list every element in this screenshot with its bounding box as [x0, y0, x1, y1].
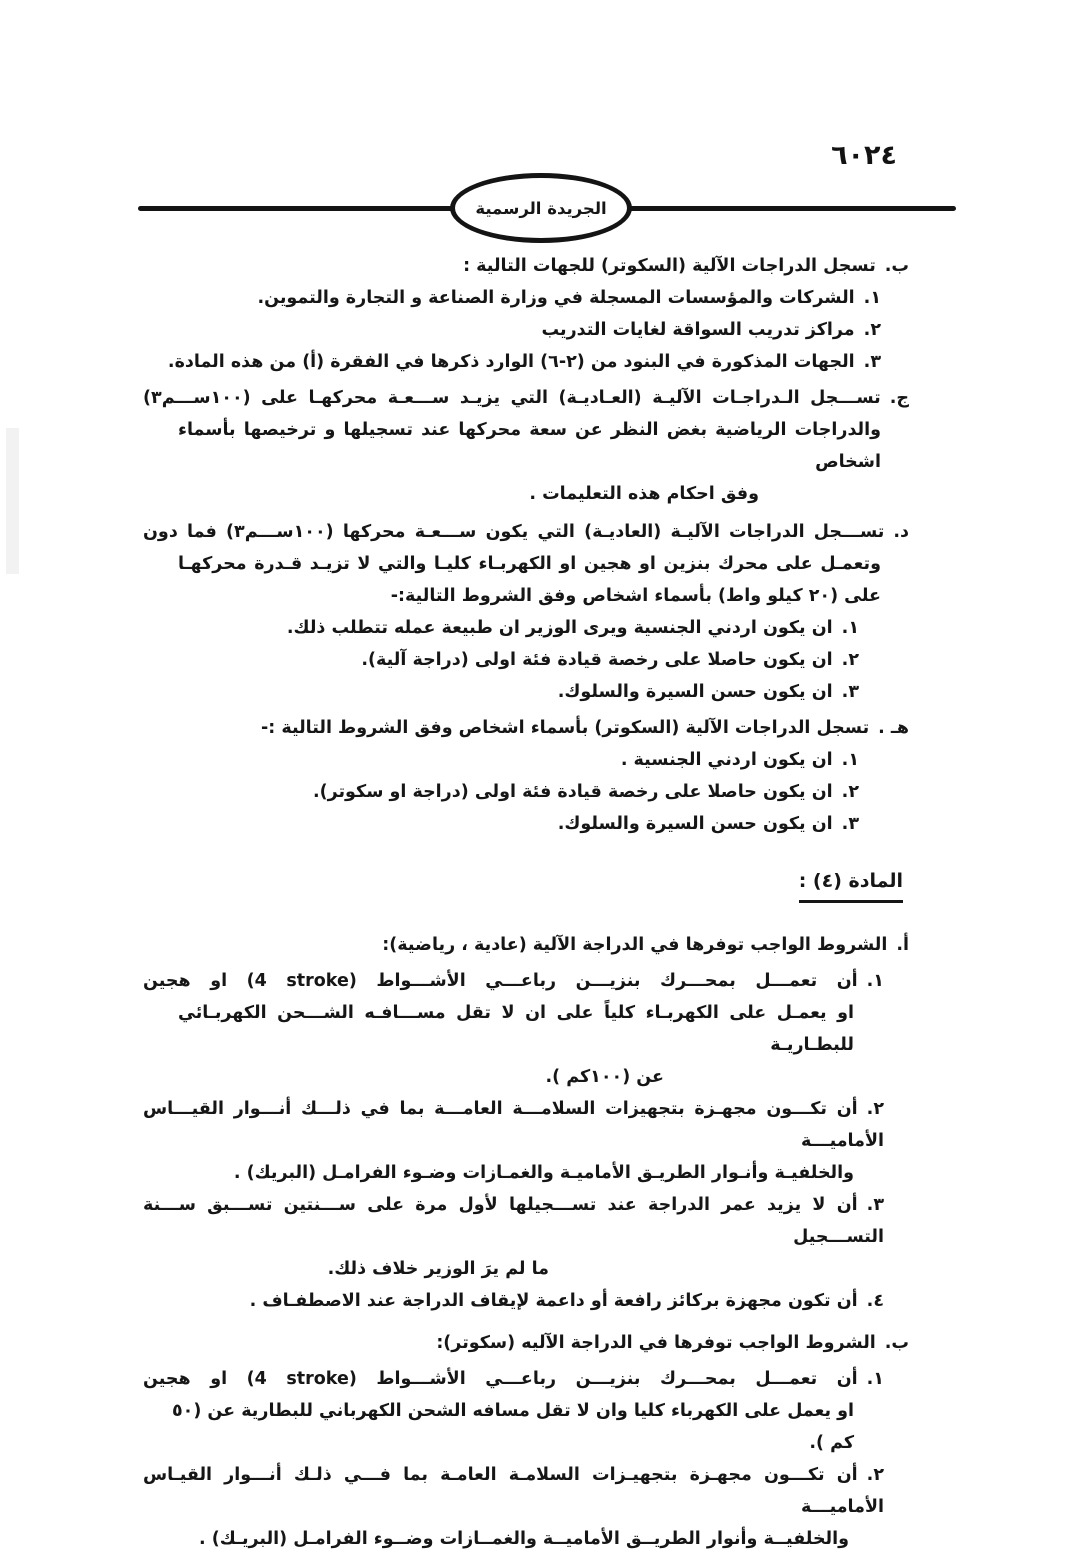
clause-marker: ب. [884, 1333, 909, 1353]
clause-marker: ب. [884, 256, 909, 276]
clause-d-line-1 [143, 516, 909, 548]
scan-artifact-strip [6, 428, 19, 574]
page-number: ٦٠٢٤ [831, 140, 897, 171]
list-item [143, 346, 909, 378]
item-marker: ٣. [863, 352, 881, 372]
item-marker: ١. [841, 618, 859, 638]
clause-text: وفق احكام هذه التعليمات . [529, 484, 759, 504]
clause-marker: أ. [896, 935, 909, 955]
clause-marker: ج. [889, 388, 909, 408]
item-text: أن لا يزيد عمر الدراجة عند تســـجيلها لأول مرة على ســـنتين تســـبق ســـنة التســـجيل [143, 1195, 884, 1247]
article-4-heading-text: المادة (٤) : [799, 864, 903, 903]
item-text: ان يكون حاصلا على رخصة قيادة فئة اولى (دراجة او سكوتر). [312, 782, 833, 802]
clause-text: تســـجل الـدراجـات الآليـة (العـاديـة) التي يزيـد ســـعـة محركهـا على (١٠٠ســـم٣) [143, 388, 881, 408]
gazette-banner-label: الجريدة الرسمية [475, 198, 607, 218]
list-item [143, 644, 909, 676]
item-text: أن تعمـــل بمحـــرك بنزيـــن رباعـــي الأشـــواط (⁦4 stroke⁩) او هجين [143, 1369, 858, 1389]
clause-marker: د. [893, 522, 909, 542]
list-item [143, 676, 909, 708]
item-marker: ٢. [863, 320, 881, 340]
item-text: او يعمل على الكهرباء كليا وان لا تقل مسافه الشحن الكهرباني للبطارية عن (٥٠ كم ). [171, 1401, 854, 1453]
item-text: ان يكون حسن السيرة والسلوك. [557, 814, 833, 834]
clause-marker: هـ . [878, 718, 909, 738]
list-item-line-2 [143, 1253, 909, 1285]
item-marker: ٢. [866, 1099, 884, 1119]
clause-d-line-2 [143, 548, 909, 580]
clause-text: الشروط الواجب توفرها في الدراجة الآليه (سكوتر): [436, 1333, 876, 1353]
item-marker: ٤. [866, 1291, 884, 1311]
item-text: أن تكـــون مجهـزة بتجهيـزات السلامـة العامـة بما فـــي ذلـك أنـــوار القيـاس الأماميـــة [143, 1465, 884, 1517]
item-text: ان يكون حسن السيرة والسلوك. [557, 682, 833, 702]
item-marker: ٣. [866, 1195, 884, 1215]
clause-b-scooter-agencies [143, 250, 909, 282]
clause-b-conditions-scooter [143, 1327, 909, 1359]
list-item [143, 612, 909, 644]
list-item-line-2 [143, 1157, 909, 1189]
list-item [143, 282, 909, 314]
article-4-heading [143, 864, 903, 903]
clause-a-conditions-normal [143, 929, 909, 961]
clause-text: تسجل الدراجات الآلية (السكوتر) بأسماء اشخاص وفق الشروط التالية :- [261, 718, 870, 738]
list-item [143, 776, 909, 808]
item-marker: ٢. [866, 1465, 884, 1485]
clause-text: تســـجل الدراجات الآليـة (العاديـة) التي يكون ســـعـة محركها (١٠٠ســـم٣) فما دون [143, 522, 885, 542]
document-body [143, 250, 909, 1555]
item-text: ان يكون حاصلا على رخصة قيادة فئة اولى (دراجة آلية). [361, 650, 833, 670]
clause-d-line-3 [143, 580, 909, 612]
item-marker: ٢. [841, 650, 859, 670]
item-marker: ١. [866, 1369, 884, 1389]
clause-text: تسجل الدراجات الآلية (السكوتر) للجهات التالية : [463, 256, 876, 276]
item-text: ما لم يرَ الوزير خلاف ذلك. [327, 1259, 549, 1279]
item-text: ان يكون اردني الجنسية ويرى الوزير ان طبيعة عمله تتطلب ذلك. [286, 618, 833, 638]
item-text: ان يكون اردني الجنسية . [620, 750, 833, 770]
clause-text: وتعمـل على محرك بنزين او هجين او الكهربـاء كليـا والتي لا تزيـد قـدرة محركهـا [178, 554, 881, 574]
list-item-line-2 [143, 997, 909, 1061]
clause-j-line-3 [143, 478, 909, 510]
list-item-line-1 [143, 1459, 909, 1523]
list-item [143, 808, 909, 840]
list-item [143, 1285, 909, 1317]
list-item-line-3 [143, 1061, 909, 1093]
item-text: والخلفيــة وأنوار الطريــق الأماميــة والغمــازات وضــوء الفرامـل (البريـك) . [198, 1529, 849, 1549]
list-item-line-2 [143, 1395, 909, 1459]
item-text: والخلفيـة وأنـوار الطريـق الأماميـة والغمـازات وضـوء الفرامـل (البريك) . [233, 1163, 854, 1183]
item-text: أن تكـــون مجهـزة بتجهيزات السلامـــة العامـــة بما في ذلـــك أنـــوار القيـــاس الأماميـــة [143, 1099, 884, 1151]
item-marker: ٣. [841, 682, 859, 702]
list-item-line-1 [143, 1363, 909, 1395]
gazette-banner-ellipse [450, 173, 632, 243]
item-text: الشركات والمؤسسات المسجلة في وزارة الصناعة و التجارة والتموين. [257, 288, 855, 308]
item-marker: ١. [866, 971, 884, 991]
item-text: مراكز تدريب السواقة لغايات التدريب [541, 320, 855, 340]
item-text: او يعمـل على الكهربـاء كلياً على ان لا تقل مســـافـه الشـــحن الكهربـائي للبطـاريـة [178, 1003, 854, 1055]
clause-h-scooter-persons [143, 712, 909, 744]
clause-text: والدراجات الرياضية بغض النظر عن سعة محركها عند تسجيلها و ترخيصها بأسماء اشخاص [178, 420, 881, 472]
list-item [143, 314, 909, 346]
clause-text: على (٢٠ كيلو واط) بأسماء اشخاص وفق الشروط التالية:- [390, 586, 881, 606]
item-text: الجهات المذكورة في البنود من (٢-٦) الوارد ذكرها في الفقرة (أ) من هذه المادة. [167, 352, 855, 372]
list-item [143, 744, 909, 776]
item-marker: ١. [841, 750, 859, 770]
clause-j-line-2 [143, 414, 909, 478]
item-marker: ٣. [841, 814, 859, 834]
list-item-line-1 [143, 1093, 909, 1157]
clause-j-line-1 [143, 382, 909, 414]
list-item-line-1 [143, 965, 909, 997]
item-text: أن تعمـــل بمحـــرك بنزيـــن رباعـــي الأشـــواط (⁦4 stroke⁩) او هجين [143, 971, 858, 991]
item-text: عن (١٠٠كم ). [545, 1067, 664, 1087]
list-item-line-2 [143, 1523, 909, 1555]
item-marker: ٢. [841, 782, 859, 802]
list-item-line-1 [143, 1189, 909, 1253]
clause-text: الشروط الواجب توفرها في الدراجة الآلية (عادية ، رياضية): [382, 935, 888, 955]
item-marker: ١. [863, 288, 881, 308]
item-text: أن تكون مجهزة بركائز رافعة أو داعمة لإيقاف الدراجة عند الاصطفـاف . [249, 1291, 858, 1311]
